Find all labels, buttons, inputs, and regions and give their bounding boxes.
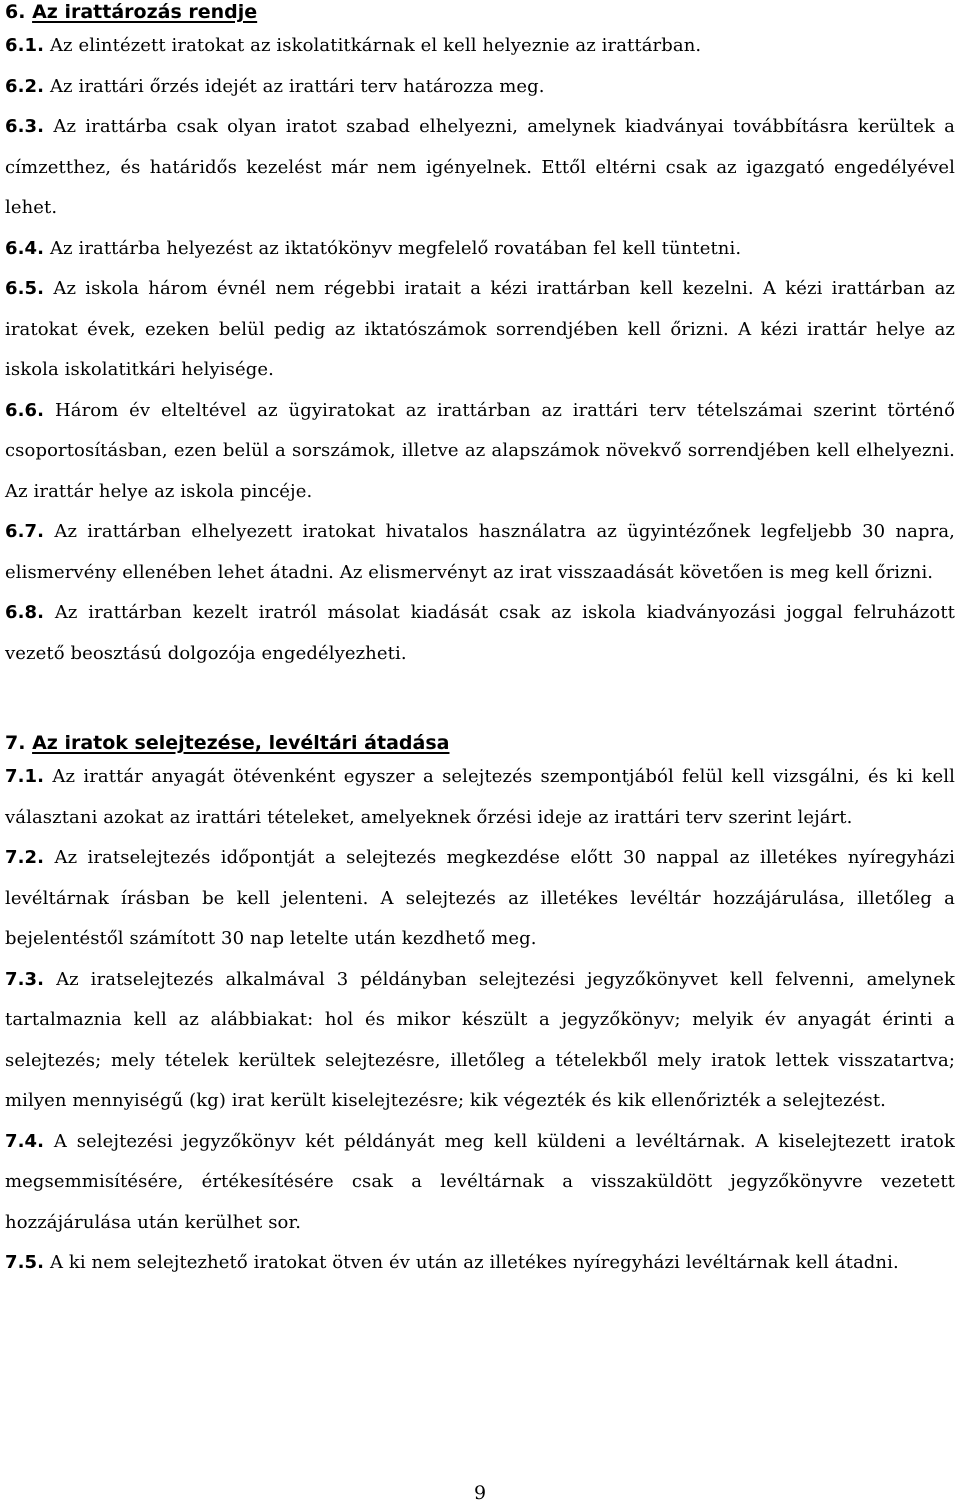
paragraph-number: 6.8. bbox=[5, 602, 45, 623]
paragraph-number: 6.1. bbox=[5, 35, 45, 56]
paragraph-6-2 bbox=[5, 67, 955, 108]
paragraph-text: A ki nem selejtezhető iratokat ötven év után az illetékes nyíregyházi levéltárnak kell átadni. bbox=[49, 1252, 899, 1273]
paragraph-6-7 bbox=[5, 512, 955, 593]
paragraph-6-5 bbox=[5, 269, 955, 391]
page-number: 9 bbox=[473, 1482, 487, 1504]
paragraph-7-1 bbox=[5, 757, 955, 838]
paragraph-text: Az iskola három évnél nem régebbi iratait a kézi irattárban kell kezelni. A kézi irattárban az iratokat évek, ezeken belül pedig az iktatószámok sorrendjében kell őrizni. A kézi irattár helye az iskola iskolatitkári helyisége. bbox=[5, 278, 955, 380]
paragraph-6-6 bbox=[5, 391, 955, 513]
paragraph-text: Az elintézett iratokat az iskolatitkárnak el kell helyeznie az irattárban. bbox=[49, 35, 702, 56]
paragraph-text: Az irattárban kezelt iratról másolat kiadását csak az iskola kiadványozási joggal felruházott vezető beosztású dolgozója engedélyezheti. bbox=[5, 602, 955, 664]
section-6-title: Az irattározás rendje bbox=[32, 1, 258, 23]
paragraph-text: Az irattárban elhelyezett iratokat hivatalos használatra az ügyintézőnek legfeljebb 30 napra, elismervény ellenében lehet átadni. Az elismervényt az irat visszaadását követően is meg kell őrizni. bbox=[5, 521, 955, 583]
paragraph-number: 6.3. bbox=[5, 116, 45, 137]
paragraph-6-3 bbox=[5, 107, 955, 229]
paragraph-text: Az iratselejtezés időpontját a selejtezés megkezdése előtt 30 nappal az illetékes nyíregyházi levéltárnak írásban be kell jelenteni. A selejtezés az illetékes levéltár hozzájárulása, illetőleg a bejelentéstől számított 30 nap letelte után kezdhető meg. bbox=[5, 847, 955, 949]
paragraph-text: A selejtezési jegyzőkönyv két példányát meg kell küldeni a levéltárnak. A kiselejtezett iratok megsemmisítésére, értékesítésére csak a levéltárnak a visszaküldött jegyzőkönyvre vezetett hozzájárulása után kerülhet sor. bbox=[5, 1130, 955, 1233]
paragraph-number: 7.1. bbox=[5, 766, 45, 787]
paragraph-text: Az irattárba helyezést az iktatókönyv megfelelő rovatában fel kell tüntetni. bbox=[49, 237, 742, 259]
paragraph-number: 7.2. bbox=[5, 847, 45, 868]
paragraph-text: Az irattárba csak olyan iratot szabad elhelyezni, amelynek kiadványai továbbításra kerültek a címzetthez, és határidős kezelést már nem igényelnek. Ettől eltérni csak az igazgató engedélyével lehet. bbox=[5, 116, 956, 218]
paragraph-number: 6.2. bbox=[5, 75, 45, 97]
document-page bbox=[5, 0, 955, 1284]
paragraph-7-4 bbox=[5, 1122, 955, 1244]
paragraph-number: 7.3. bbox=[5, 968, 45, 990]
paragraph-text: Az iratselejtezés alkalmával 3 példányban selejtezési jegyzőkönyvet kell felvenni, amelynek tartalmaznia kell az alábbiakat: hol és mikor készült a jegyzőkönyv; melyik év anyagát érinti a selejtezés; mely tételek kerültek selejtezésre, illetőleg a tételekből mely iratok lettek visszatartva; milyen mennyiségű (kg) irat került kiselejtezésre; kik végezték és kik ellenőrizték a selejtezést. bbox=[5, 968, 955, 1111]
section-7-number: 7. bbox=[5, 732, 26, 754]
section-7-title: Az iratok selejtezése, levéltári átadása bbox=[32, 732, 450, 754]
section-6-number: 6. bbox=[5, 1, 26, 23]
paragraph-7-3 bbox=[5, 960, 955, 1122]
paragraph-number: 7.4. bbox=[5, 1130, 45, 1152]
paragraph-6-4 bbox=[5, 229, 955, 270]
section-7-body bbox=[5, 757, 955, 1284]
paragraph-text: Az irattár anyagát ötévenként egyszer a selejtezés szempontjából felül kell vizsgálni, és ki kell választani azokat az irattári tételeket, amelyeknek őrzési ideje az irattári terv szerint lejárt. bbox=[5, 766, 955, 828]
paragraph-7-2 bbox=[5, 838, 955, 960]
paragraph-6-1 bbox=[5, 26, 955, 67]
paragraph-7-5 bbox=[5, 1243, 955, 1284]
paragraph-number: 6.7. bbox=[5, 521, 45, 542]
paragraph-text: Az irattári őrzés idejét az irattári terv határozza meg. bbox=[49, 75, 545, 97]
section-6-body bbox=[5, 26, 955, 674]
paragraph-text: Három év elteltével az ügyiratokat az irattárban az irattári terv tételszámai szerint történő csoportosításban, ezen belül a sorszámok, illetve az alapszámok növekvő sorrendjében kell elhelyezni. Az irattár helye az iskola pincéje. bbox=[5, 399, 956, 502]
paragraph-number: 6.5. bbox=[5, 278, 45, 299]
paragraph-6-8 bbox=[5, 593, 955, 674]
section-7-heading bbox=[5, 731, 955, 755]
paragraph-number: 7.5. bbox=[5, 1252, 45, 1273]
paragraph-number: 6.4. bbox=[5, 237, 45, 259]
section-6-heading bbox=[5, 0, 955, 24]
paragraph-number: 6.6. bbox=[5, 399, 45, 421]
